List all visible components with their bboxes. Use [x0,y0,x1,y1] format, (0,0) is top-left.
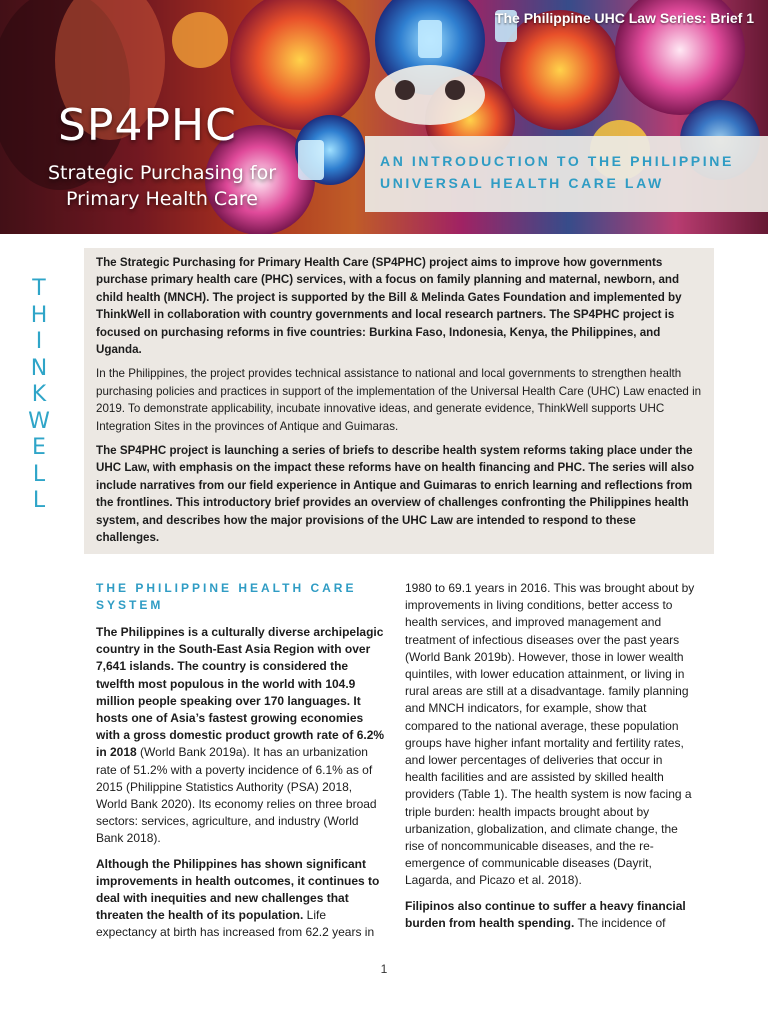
intro-box [84,248,714,554]
intro-paragraph-1: The Strategic Purchasing for Primary Health Care (SP4PHC) project aims to improve how governments purchase primary health care (PHC) services, with a focus on family planning and maternal, newborn, and child health (MNCH). The project is supported by the Bill & Melinda Gates Foundation and implemented by ThinkWell in collaboration with country governments and local research partners. The SP4PHC project is focused on purchasing reforms in five countries: Burkina Faso, Indonesia, Kenya, the Philippines, and Uganda. [96,256,682,357]
paragraph-text: The incidence of [574,915,666,930]
right-column [405,580,697,940]
logo-subtitle-line1: Strategic Purchasing for [47,162,277,184]
logo-letter: I [35,329,43,354]
brief-title-line1: AN INTRODUCTION TO THE PHILIPPINE [380,153,734,169]
series-label: The Philippine UHC Law Series: Brief 1 [494,10,754,26]
logo-letter: L [32,461,46,487]
left-column [96,580,386,950]
paragraph-lead: Although the Philippines has shown significant improvements in health outcomes, it continues to deal with inequities and new challenges that threaten the health of its population. [96,856,380,923]
logo-letter: N [30,355,48,381]
logo-letter: L [32,488,46,513]
paragraph-lead: Filipinos also continue to suffer a heavy financial burden from health spending. [405,898,686,930]
logo-letter: T [32,276,46,301]
body-paragraph [405,898,697,932]
section-heading: THE PHILIPPINE HEALTH CARE SYSTEM [96,581,357,612]
paragraph-text: (World Bank 2019a). It has an urbanization rate of 51.2% with a poverty incidence of 6.1% as of 2015 (Philippine Statistics Authority (PSA) 2018, World Bank 2020). Its economy relies on three broad sectors: services, agriculture, and industry (World Bank 2018). [96,745,377,846]
brief-title [380,150,765,194]
page-number: 1 [380,962,388,976]
logo-subtitle [32,160,292,212]
cover-banner [0,0,768,234]
brief-title-box [365,136,768,212]
intro-paragraph-3: The SP4PHC project is launching a series of briefs to describe health system reforms taking place under the UHC Law, with emphasis on the impact these reforms have on health financing and PHC. The series will also include narratives from our field experience in Antique and Guimaras to enrich learning and reflections from the frontlines. This introductory brief provides an overview of challenges confronting the Philippines health system, and describes how the major provisions of the UHC Law are intended to respond to these challenges. [96,444,695,545]
paragraph-text: Life expectancy at birth has increased from 62.2 years in [96,908,375,940]
logo-letter: K [31,382,47,407]
logo-letter: W [28,408,50,434]
sp4phc-logo: SP4PHC [58,100,237,151]
body-paragraph [96,624,386,848]
thinkwell-vertical-logo [24,276,54,515]
brief-title-line2: UNIVERSAL HEALTH CARE LAW [380,175,664,191]
intro-paragraph-2: In the Philippines, the project provides technical assistance to national and local governments to strengthen health purchasing policies and practices in support of the implementation of the Universal Health Care (UHC) Law enacted in 2019. To demonstrate applicability, incubate innovative ideas, and generate evidence, ThinkWell supports UHC Integration Sites in the provinces of Antique and Guimaras. [96,367,702,433]
logo-letter: E [32,435,46,460]
logo-subtitle-line2: Primary Health Care [66,188,258,210]
body-paragraph: 1980 to 69.1 years in 2016. This was brought about by improvements in living conditions, better access to health services, and improved management and treatment of infectious diseases over the past years (World Bank 2019b). However, those in lower wealth quintiles, with lower education attainment, or living in rural areas are still at a disadvantage. family planning and MNCH indicators, for example, show that compared to the national average, these population groups have higher infant mortality and fertility rates, and lower percentages of deliveries that occur in health facilities and are assisted by skilled health providers (Table 1). The health system is now facing a triple burden: health impacts brought about by urbanization, globalization, and climate change, the rise of noncommunicable diseases, and the re-emergence of communicable diseases (Dayrit, Lagarda, and Picazo et al. 2018). [405,581,695,888]
body-paragraph [96,856,386,942]
paragraph-lead: The Philippines is a culturally diverse archipelagic country in the South-East Asia Region with over 7,641 islands. The country is considered the twelfth most populous in the world with 104.9 million people speaking over 170 languages. It hosts one of Asia’s fastest growing economies with a gross domestic product growth rate of 6.2% in 2018 [96,625,385,760]
logo-letter: H [30,302,48,328]
